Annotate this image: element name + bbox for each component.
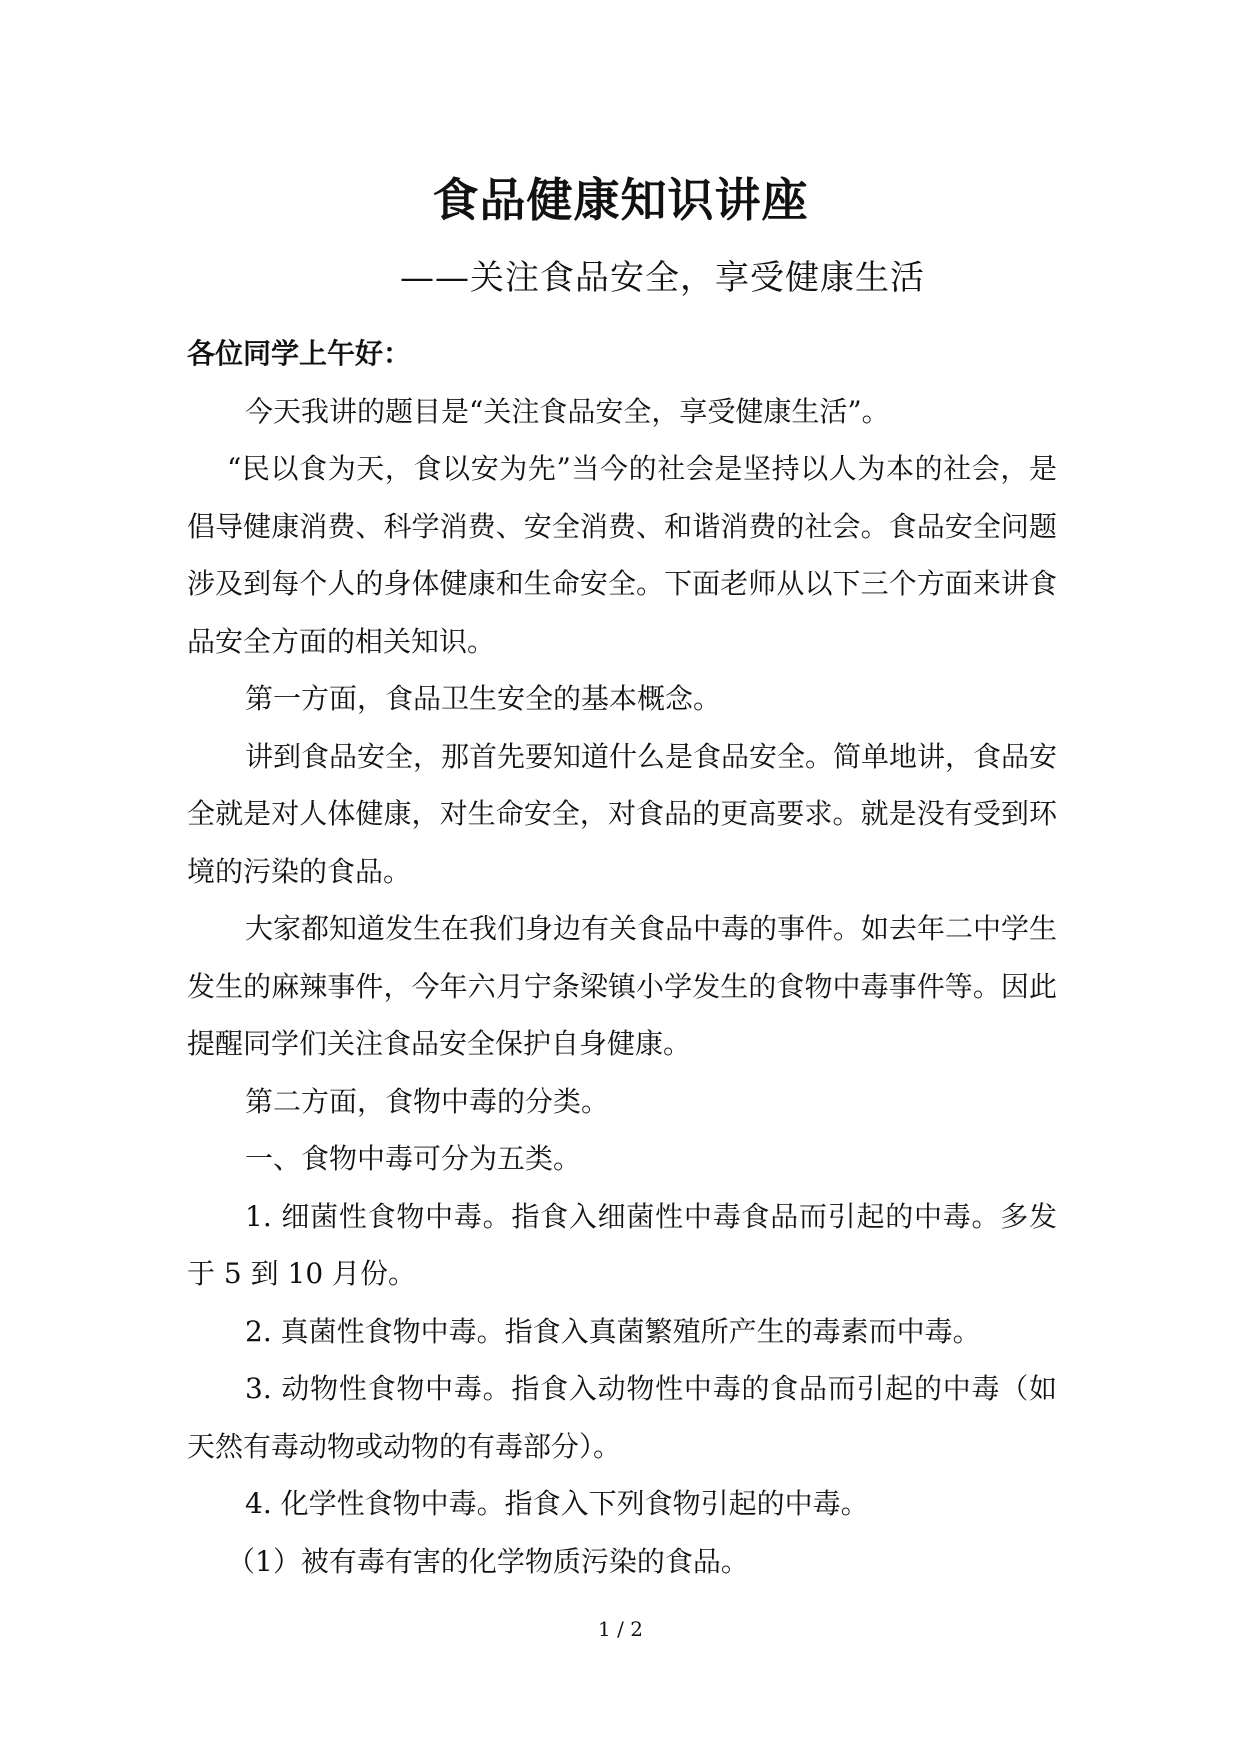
paragraph: 2. 真菌性食物中毒。指食入真菌繁殖所产生的毒素而中毒。: [245, 1314, 981, 1348]
paragraph: “民以食为天，食以安为先”当今的社会是坚持以人为本的社会，是倡导健康消费、科学消费、安全消费、和谐消费的社会。食品安全问题涉及到每个人的身体健康和生命安全。下面老师从以下三个方面来讲食品安全方面的相关知识。: [187, 452, 1057, 658]
page-subtitle: ——关注食品安全，享受健康生活: [400, 258, 925, 298]
paragraph: 今天我讲的题目是“关注食品安全，享受健康生活”。: [245, 394, 890, 428]
paragraph: 3. 动物性食物中毒。指食入动物性中毒的食品而引起的中毒（如天然有毒动物或动物的有毒部分）。: [187, 1372, 1057, 1463]
greeting: 各位同学上午好：: [187, 337, 412, 370]
paragraph: （1）被有毒有害的化学物质污染的食品。: [227, 1544, 749, 1578]
paragraph: 讲到食品安全，那首先要知道什么是食品安全。简单地讲，食品安全就是对人体健康，对生命安全，对食品的更高要求。就是没有受到环境的污染的食品。: [187, 739, 1058, 888]
paragraph: 大家都知道发生在我们身边有关食品中毒的事件。如去年二中学生发生的麻辣事件，今年六月宁条梁镇小学发生的食物中毒事件等。因此提醒同学们关注食品安全保护自身健康。: [187, 912, 1058, 1060]
paragraph: 第二方面，食物中毒的分类。: [245, 1084, 610, 1118]
paragraph: 一、食物中毒可分为五类。: [245, 1142, 582, 1175]
page-title: 食品健康知识讲座: [432, 173, 809, 227]
document-body: [187, 325, 1057, 1590]
paragraph: 4. 化学性食物中毒。指食入下列食物引起的中毒。: [245, 1487, 869, 1520]
paragraph: 1. 细菌性食物中毒。指食入细菌性中毒食品而引起的中毒。多发于 5 到 10 月份。: [187, 1199, 1057, 1290]
paragraph: 第一方面，食品卫生安全的基本概念。: [245, 682, 722, 715]
page-number: 1 / 2: [598, 1617, 643, 1641]
